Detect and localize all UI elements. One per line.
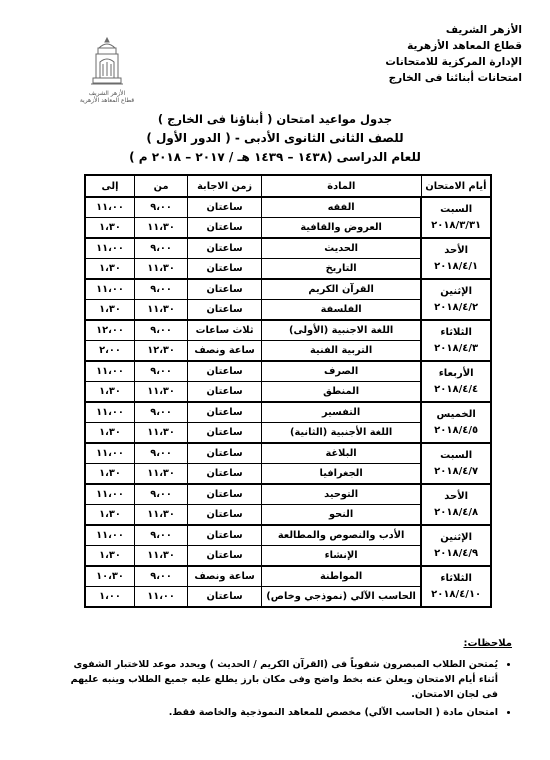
subject-cell: المنطق [261,382,421,403]
table-row [85,320,491,341]
org-line: امتحانات أبنائنا فى الخارج [388,72,522,84]
from-cell: ٩،٠٠ [134,402,187,423]
day-date: ٢٠١٨/٤/٨ [434,506,479,518]
subject-cell: الفقه [261,197,421,218]
day-name: السبت [440,449,473,461]
note-item: • امتحان مادة ( الحاسب الآلي) مخصص للمعاهد النموذجية والخاصة فقط. [52,705,498,720]
to-cell: ١،٣٠ [85,464,134,485]
subject-cell: المواطنة [261,566,421,587]
from-cell: ١١،٣٠ [134,464,187,485]
to-cell: ١١،٠٠ [85,402,134,423]
from-cell: ٩،٠٠ [134,361,187,382]
day-date: ٢٠١٨/٤/١ [434,260,479,272]
subject-cell: الأدب والنصوص والمطالعة [261,525,421,546]
subject-cell: اللغة الأجنبية (الثانية) [261,423,421,444]
notes-section [52,636,512,723]
title-line-1: جدول مواعيد امتحان ( أبناؤنا فى الخارج ) [157,112,393,126]
day-cell [421,484,491,525]
from-cell: ٩،٠٠ [134,566,187,587]
duration-cell: ساعتان [188,443,262,464]
org-line: الأزهر الشريف [445,24,522,36]
from-cell: ٩،٠٠ [134,443,187,464]
subject-cell: الحاسب الآلي (نموذجي وخاص) [261,587,421,608]
to-cell: ١١،٠٠ [85,361,134,382]
subject-cell: التوحيد [261,484,421,505]
from-cell: ٩،٠٠ [134,279,187,300]
duration-cell: ساعتان [188,300,262,321]
header-from: من [134,175,187,197]
exam-schedule-table [84,174,492,608]
to-cell: ١١،٠٠ [85,443,134,464]
from-cell: ١١،٣٠ [134,259,187,280]
day-name: الأربعاء [438,367,474,379]
from-cell: ١١،٣٠ [134,505,187,526]
day-date: ٢٠١٨/٤/٧ [434,465,479,477]
azhar-emblem-icon [87,36,127,86]
day-cell [421,361,491,402]
day-date: ٢٠١٨/٤/٣ [434,342,479,354]
subject-cell: الجغرافيا [261,464,421,485]
table-row [85,566,491,587]
day-cell [421,279,491,320]
day-name: الثلاثاء [440,572,472,584]
from-cell: ١١،٣٠ [134,218,187,239]
duration-cell: ساعتان [188,238,262,259]
from-cell: ٩،٠٠ [134,525,187,546]
table-row [85,279,491,300]
to-cell: ١١،٠٠ [85,279,134,300]
day-date: ٢٠١٨/٤/١٠ [431,588,482,600]
day-cell [421,238,491,279]
day-name: الإثنين [440,531,473,543]
duration-cell: ساعتان [188,587,262,608]
day-cell [421,525,491,566]
subject-cell: التاريخ [261,259,421,280]
header-to: إلى [85,175,134,197]
day-cell [421,197,491,238]
duration-cell: ساعة ونصف [188,566,262,587]
duration-cell: ساعتان [188,259,262,280]
notes-title: ملاحظات: [463,638,512,649]
subject-cell: الإنشاء [261,546,421,567]
org-line: قطاع المعاهد الأزهرية [407,40,522,52]
subject-cell: التفسير [261,402,421,423]
from-cell: ١١،٣٠ [134,300,187,321]
to-cell: ١،٣٠ [85,382,134,403]
day-cell [421,402,491,443]
subject-cell: الصرف [261,361,421,382]
subject-cell: الفلسفة [261,300,421,321]
azhar-logo [74,36,140,106]
day-date: ٢٠١٨/٤/٢ [434,301,479,313]
day-date: ٢٠١٨/٤/٤ [434,383,479,395]
header-day: أيام الامتحان [421,175,491,197]
from-cell: ١١،٠٠ [134,587,187,608]
duration-cell: ساعتان [188,279,262,300]
from-cell: ٩،٠٠ [134,238,187,259]
title-line-3: للعام الدراسى (١٤٣٨ – ١٤٣٩ هـ / ٢٠١٧ – ٢٠١٨ م ) [129,150,421,164]
from-cell: ١٢،٣٠ [134,341,187,362]
duration-cell: ساعتان [188,525,262,546]
subject-cell: القرآن الكريم [261,279,421,300]
day-date: ٢٠١٨/٤/٥ [434,424,479,436]
duration-cell: ساعتان [188,197,262,218]
duration-cell: ساعتان [188,546,262,567]
subject-cell: التربية الفنية [261,341,421,362]
duration-cell: ساعتان [188,484,262,505]
day-cell [421,320,491,361]
to-cell: ١،٣٠ [85,546,134,567]
from-cell: ١١،٣٠ [134,546,187,567]
to-cell: ١١،٠٠ [85,238,134,259]
from-cell: ١١،٣٠ [134,382,187,403]
header-duration: زمن الاجابة [188,175,262,197]
org-header [322,22,522,86]
to-cell: ١٠،٣٠ [85,566,134,587]
table-header-row [85,175,491,197]
from-cell: ١١،٣٠ [134,423,187,444]
day-cell [421,566,491,607]
table-row [85,197,491,218]
table-row [85,361,491,382]
to-cell: ١٢،٠٠ [85,320,134,341]
from-cell: ٩،٠٠ [134,197,187,218]
day-date: ٢٠١٨/٤/٩ [434,547,479,559]
header-subject: المادة [261,175,421,197]
day-name: الثلاثاء [440,326,472,338]
duration-cell: ساعتان [188,505,262,526]
to-cell: ٢،٠٠ [85,341,134,362]
table-row [85,525,491,546]
logo-caption: قطاع المعاهد الأزهرية [79,97,135,104]
to-cell: ١،٣٠ [85,259,134,280]
table-row [85,484,491,505]
day-name: السبت [440,203,473,215]
table-row [85,238,491,259]
to-cell: ١،٠٠ [85,587,134,608]
to-cell: ١١،٠٠ [85,197,134,218]
subject-cell: اللغة الاجنبية (الأولى) [261,320,421,341]
org-line: الإدارة المركزية للامتحانات [385,56,522,68]
subject-cell: البلاغة [261,443,421,464]
duration-cell: ساعة ونصف [188,341,262,362]
day-name: الإثنين [440,285,473,297]
to-cell: ١،٣٠ [85,218,134,239]
to-cell: ١١،٠٠ [85,484,134,505]
from-cell: ٩،٠٠ [134,484,187,505]
duration-cell: ساعتان [188,382,262,403]
notes-list [52,657,512,720]
to-cell: ١١،٠٠ [85,525,134,546]
duration-cell: ساعتان [188,218,262,239]
note-item: • يُمتحن الطلاب المبصرون شفوياً فى (القرآن الكريم / الحديث ) ويحدد موعد للاختبار الشفوى أثناء أيام الامتحان ويعلن عنه بخط واضح وفى مكان بارز يطلع عليه جميع الطلاب وينبه عليهم فى لجان الامتحان. [52,657,498,702]
subject-cell: الحديث [261,238,421,259]
logo-caption: الأزهر الشريف [88,90,126,97]
duration-cell: ساعتان [188,402,262,423]
to-cell: ١،٣٠ [85,423,134,444]
subject-cell: النحو [261,505,421,526]
table-row [85,402,491,423]
subject-cell: العروض والقافية [261,218,421,239]
duration-cell: ساعتان [188,464,262,485]
to-cell: ١،٣٠ [85,505,134,526]
day-date: ٢٠١٨/٣/٣١ [431,219,482,231]
duration-cell: ساعتان [188,423,262,444]
day-name: الخميس [436,408,476,420]
day-name: الأحد [444,244,469,256]
day-name: الأحد [444,490,469,502]
to-cell: ١،٣٠ [85,300,134,321]
from-cell: ٩،٠٠ [134,320,187,341]
day-cell [421,443,491,484]
document-titles [110,110,440,167]
duration-cell: ساعتان [188,361,262,382]
title-line-2: للصف الثانى الثانوى الأدبى - ( الدور الأول ) [146,131,404,145]
duration-cell: ثلاث ساعات [188,320,262,341]
table-row [85,443,491,464]
